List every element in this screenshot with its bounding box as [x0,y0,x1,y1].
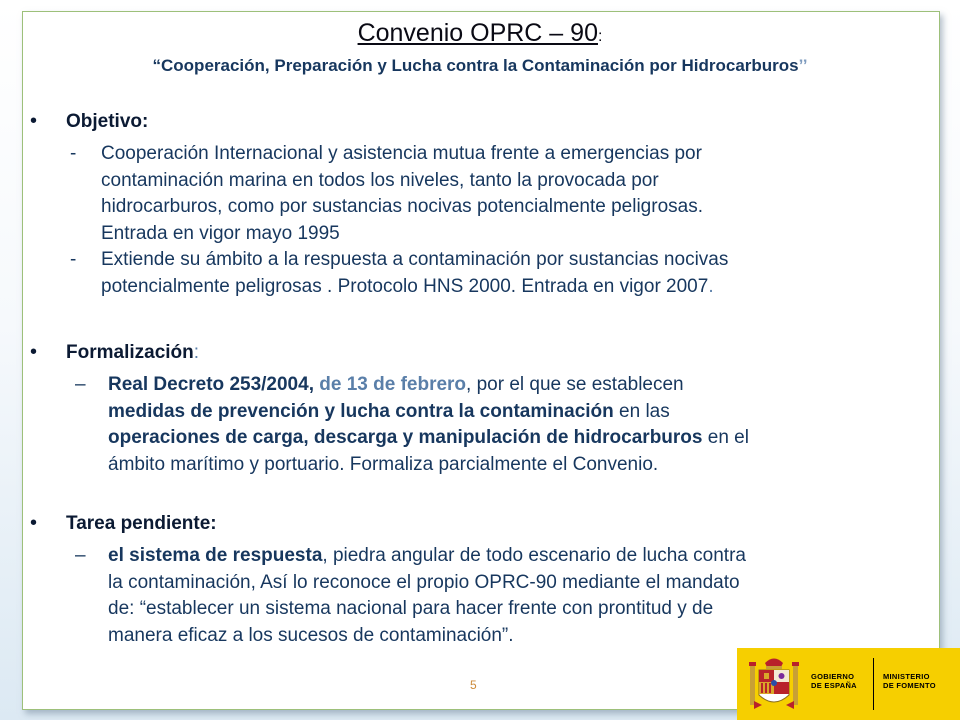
coat-of-arms-icon [748,653,800,715]
ministerio-line: DE FOMENTO [883,681,936,690]
dash-icon: - [70,249,77,270]
tarea-text: la contaminación, Así lo reconoce el propio OPRC-90 mediante el mandato [108,571,740,593]
slide-title [0,18,960,52]
title-main: Convenio OPRC – 90 [357,19,598,47]
section-objetivo [0,111,960,300]
objetivo-item-2-line: potencialmente peligrosas . Protocolo HNS 2000. Entrada en vigor 2007 [101,275,709,297]
objetivo-item-2-line: Extiende su ámbito a la respuesta a contaminación por sustancias nocivas [101,249,729,270]
tarea-bold: el sistema de respuesta [108,545,323,566]
tarea-text: de: “establecer un sistema nacional para hacer frente con prontitud y de [108,598,714,619]
logo-divider [873,658,874,710]
formalizacion-heading-colon: : [193,342,200,363]
tarea-text: manera eficaz a los sucesos de contaminación”. [108,624,514,646]
objetivo-item-1 [0,141,960,247]
gobierno-line: GOBIERNO [811,672,855,681]
gobierno-label [811,672,857,690]
formalizacion-bold: operaciones de carga, descarga y manipulación de hidrocarburos [108,427,703,448]
objetivo-item-1-line: Cooperación Internacional y asistencia mutua frente a emergencias por [101,143,702,164]
objetivo-item-1-line: Entrada en vigor mayo 1995 [101,222,340,244]
formalizacion-bold: Real Decreto 253/2004, [108,374,314,395]
formalizacion-text: , por el que se establecen [466,374,684,395]
ministerio-label [883,672,936,690]
page-number: 5 [470,678,477,692]
objetivo-heading: Objetivo: [66,111,149,132]
formalizacion-heading-text: Formalización [66,342,194,363]
subtitle-close-quote: ’’ [798,56,808,75]
tarea-item [0,543,960,649]
tarea-heading: Tarea pendiente: [66,513,217,534]
dash-icon: – [75,545,86,566]
title-colon: : [597,28,603,45]
ministerio-line: MINISTERIO [883,672,930,681]
bullet-icon: • [30,512,38,534]
ministry-logo [737,648,960,720]
tarea-text: , piedra angular de todo escenario de lucha contra [322,545,746,566]
formalizacion-text: ámbito marítimo y portuario. Formaliza parcialmente el Convenio. [108,453,659,475]
bullet-icon: • [30,341,38,363]
objetivo-item-2-end: . [708,275,714,297]
formalizacion-text: en las [613,400,670,422]
bullet-icon: • [30,110,38,132]
objetivo-item-2 [0,247,960,300]
formalizacion-bold-light: de 13 de febrero [313,374,467,395]
slide-subtitle [0,55,960,77]
formalizacion-text: en el [702,427,749,448]
dash-icon: – [75,374,86,395]
objetivo-item-1-line: hidrocarburos, como por sustancias nocivas potencialmente peligrosas. [101,196,703,217]
subtitle-text: Cooperación, Preparación y Lucha contra la Contaminación por Hidrocarburos [161,56,799,75]
dash-icon: - [70,143,77,164]
section-formalizacion [0,342,960,478]
section-tarea [0,513,960,649]
subtitle-open-quote: “ [152,56,162,75]
objetivo-item-1-line: contaminación marina en todos los niveles, tanto la provocada por [101,169,659,191]
formalizacion-item [0,372,960,478]
formalizacion-heading [66,342,199,364]
formalizacion-bold: medidas de prevención y lucha contra la contaminación [108,400,614,422]
gobierno-line: DE ESPAÑA [811,681,857,690]
